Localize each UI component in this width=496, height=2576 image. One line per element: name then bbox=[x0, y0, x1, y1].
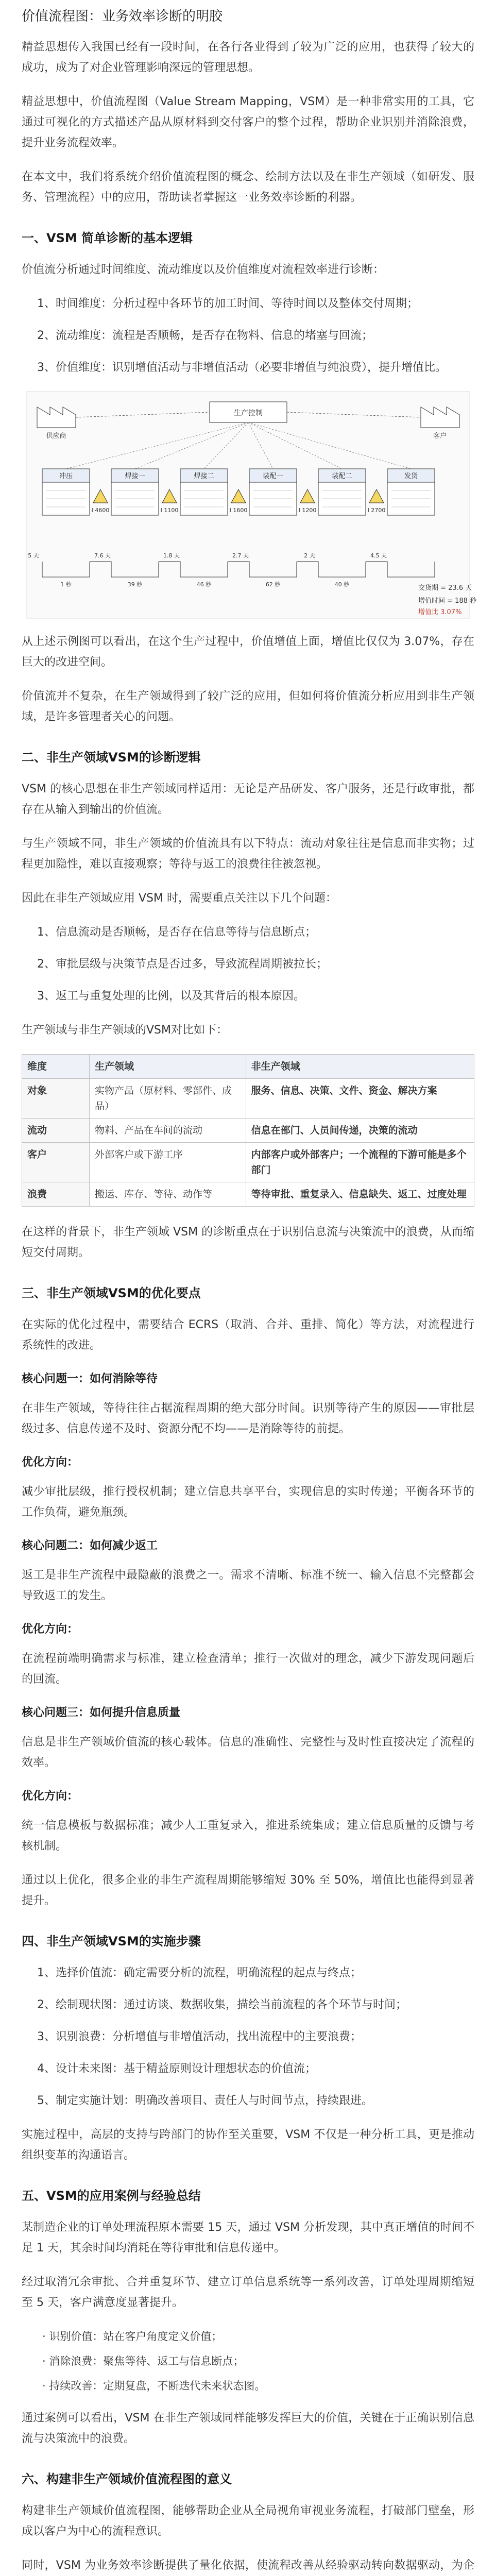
list-item: 1、选择价值流：确定需要分析的流程，明确流程的起点与终点； bbox=[37, 1967, 362, 1979]
process-label: 冲压 bbox=[59, 472, 73, 480]
optimization-title: 优化方向： bbox=[22, 1456, 79, 1469]
wait-time-label: 2.7 天 bbox=[232, 552, 249, 559]
table-header: 维度 bbox=[22, 1055, 90, 1079]
inventory-label: I 1100 bbox=[160, 507, 178, 514]
core-question-title: 核心问题二：如何减少返工 bbox=[22, 1539, 158, 1552]
article-title: 价值流程图：业务效率诊断的明胶 bbox=[22, 9, 223, 24]
body-paragraph: 构建非生产领域价值流程图，能够帮助企业从全局视角审视业务流程，打破部门壁垒，形成以客户为中心的流程意识。 bbox=[22, 2504, 474, 2538]
process-box-6 bbox=[387, 469, 435, 515]
supplier-label: 供应商 bbox=[45, 432, 66, 440]
list-item: 1、信息流动是否顺畅，是否存在信息等待与信息断点； bbox=[37, 926, 316, 939]
table-cell: 等待审批、重复录入、信息缺失、返工、过度处理 bbox=[246, 1182, 474, 1207]
list-item: 5、制定实施计划：明确改善项目、责任人与时间节点，持续跟进。 bbox=[37, 2094, 373, 2107]
list-item: 2、绘制现状图：通过访谈、数据收集，描绘当前流程的各个环节与时间； bbox=[37, 1998, 407, 2011]
list-item: 3、识别浪费：分析增值与非增值活动，找出流程中的主要浪费； bbox=[37, 2030, 362, 2043]
list-item: · 识别价值：站在客户角度定义价值； bbox=[42, 2330, 223, 2343]
table-cell: 信息在部门、人员间传递，决策的流动 bbox=[246, 1118, 474, 1143]
list-item: · 消除浪费：聚焦等待、返工与信息断点； bbox=[42, 2355, 244, 2367]
table-cell: 浪费 bbox=[22, 1182, 90, 1207]
core-question-title: 核心问题一：如何消除等待 bbox=[22, 1372, 158, 1385]
body-paragraph: 因此在非生产领域应用 VSM 时，需要重点关注以下几个问题： bbox=[22, 892, 337, 905]
principle-list bbox=[22, 2327, 474, 2396]
list-item: 3、返工与重复处理的比例，以及其背后的根本原因。 bbox=[37, 990, 305, 1003]
process-time-label: 46 秒 bbox=[196, 581, 211, 588]
table-cell: 搬运、库存、等待、动作等 bbox=[90, 1182, 246, 1207]
process-label: 发货 bbox=[404, 472, 418, 480]
process-label: 装配二 bbox=[331, 472, 352, 480]
section-heading-6: 六、构建非生产领域价值流程图的意义 bbox=[22, 2472, 232, 2486]
list-item: 1、时间维度：分析过程中各环节的加工时间、等待时间以及整体交付周期； bbox=[37, 297, 418, 310]
body-paragraph: 同时，VSM 为业务效率诊断提供了量化依据，使流程改善从经验驱动转向数据驱动，为企 bbox=[22, 2559, 474, 2572]
body-paragraph: 返工是非生产流程中最隐蔽的浪费之一。需求不清晰、标准不统一、输入信息不完整都会导致返工的发生。 bbox=[22, 1569, 474, 1602]
body-paragraph: 实施过程中，高层的支持与跨部门的协作至关重要，VSM 不仅是一种分析工具，更是推动组织变革的沟通语言。 bbox=[22, 2128, 474, 2162]
body-paragraph: 价值流并不复杂，在生产领域得到了较广泛的应用，但如何将价值流分析应用到非生产领域，是许多管理者关心的问题。 bbox=[22, 690, 474, 723]
steps-list bbox=[22, 1963, 474, 2111]
issue-list bbox=[22, 922, 474, 1007]
body-paragraph: 通过以上优化，很多企业的非生产流程周期能够缩短 30% 至 50%，增值比也能得到显著提升。 bbox=[22, 1874, 474, 1907]
core-question-title: 核心问题三：如何提升信息质量 bbox=[22, 1706, 181, 1719]
table-cell: 实物产品（原材料、零部件、成品） bbox=[90, 1079, 246, 1118]
process-label: 装配一 bbox=[262, 472, 283, 480]
wait-time-label: 7.6 天 bbox=[94, 552, 111, 559]
table-header-row bbox=[22, 1055, 474, 1079]
table-header: 生产领域 bbox=[90, 1055, 246, 1079]
section-heading-1: 一、VSM 简单诊断的基本逻辑 bbox=[22, 231, 193, 245]
section-heading-5: 五、VSM的应用案例与经验总结 bbox=[22, 2189, 201, 2203]
intro-paragraph: 精益思想中，价值流程图（Value Stream Mapping，VSM）是一种非常实用的工具，它通过可视化的方式描述产品从原材料到交付客户的整个过程，帮助企业识别并消除浪费，提升业务流程效率。 bbox=[22, 95, 474, 149]
list-item: 4、设计未来图：基于精益原则设计理想状态的价值流； bbox=[37, 2062, 316, 2075]
intro-paragraph: 精益思想传入我国已经有一段时间，在各行各业得到了较为广泛的应用，也获得了较大的成功，成为了对企业管理影响深远的管理思想。 bbox=[22, 41, 474, 74]
inventory-label: I 2700 bbox=[367, 507, 385, 514]
body-paragraph: 与生产领域不同，非生产领域的价值流具有以下特点：流动对象往往是信息而非实物；过程更加隐性，难以直接观察；等待与返工的浪费往往被忽视。 bbox=[22, 837, 474, 871]
table-row bbox=[22, 1182, 474, 1207]
table-row bbox=[22, 1118, 474, 1143]
process-time-label: 1 秒 bbox=[60, 581, 72, 588]
process-label: 焊接二 bbox=[193, 472, 214, 480]
production-control-box bbox=[210, 402, 287, 422]
inventory-label: I 1600 bbox=[229, 507, 247, 514]
wait-time-label: 4.5 天 bbox=[370, 552, 387, 559]
comparison-table bbox=[22, 1054, 474, 1207]
optimization-title: 优化方向： bbox=[22, 1790, 79, 1803]
table-cell: 流动 bbox=[22, 1118, 90, 1143]
process-time-label: 39 秒 bbox=[127, 581, 142, 588]
process-box-4 bbox=[249, 469, 297, 515]
customer-label: 客户 bbox=[433, 432, 447, 440]
table-row bbox=[22, 1143, 474, 1182]
process-box-3 bbox=[180, 469, 228, 515]
body-paragraph: 统一信息模板与数据标准；减少人工重复录入，推进系统集成；建立信息质量的反馈与考核机制。 bbox=[22, 1819, 474, 1853]
list-item: · 持续改善：定期复盘，不断迭代未来状态图。 bbox=[42, 2380, 266, 2392]
wait-time-label: 2 天 bbox=[303, 552, 315, 559]
table-cell: 内部客户或外部客户；一个流程的下游可能是多个部门 bbox=[246, 1143, 474, 1182]
wait-time-label: 5 天 bbox=[27, 552, 39, 559]
process-time-label: 62 秒 bbox=[265, 581, 280, 588]
body-paragraph: 经过取消冗余审批、合并重复环节、建立订单信息系统等一系列改善，订单处理周期缩短至 5 天，客户满意度显著提升。 bbox=[22, 2276, 474, 2309]
body-paragraph: 在非生产领域，等待往往占据流程周期的绝大部分时间。识别等待产生的原因——审批层级过多、信息传递不及时、资源分配不均——是消除等待的前提。 bbox=[22, 1402, 474, 1435]
process-label: 焊接一 bbox=[124, 472, 145, 480]
body-paragraph: 在这样的背景下，非生产领域 VSM 的诊断重点在于识别信息流与决策流中的浪费，从而缩短交付周期。 bbox=[22, 1226, 474, 1259]
production-control-label: 生产控制 bbox=[233, 409, 263, 417]
body-paragraph: 在流程前端明确需求与标准，建立检查清单；推行一次做对的理念，减少下游发现问题后的回流。 bbox=[22, 1652, 474, 1686]
dimension-list bbox=[22, 294, 474, 378]
table-cell: 外部客户或下游工序 bbox=[90, 1143, 246, 1182]
value-added-label: 增值时间 = 188 秒 bbox=[418, 597, 476, 605]
table-header: 非生产领域 bbox=[246, 1055, 474, 1079]
intro-paragraph: 在本文中，我们将系统介绍价值流程图的概念、绘制方法以及在非生产领域（如研发、服务、管理流程）中的应用，帮助读者掌握这一业务效率诊断的利器。 bbox=[22, 171, 474, 204]
section-heading-2: 二、非生产领域VSM的诊断逻辑 bbox=[22, 750, 201, 765]
body-paragraph: 在实际的优化过程中，需要结合 ECRS（取消、合并、重排、简化）等方法，对流程进行系统性的改进。 bbox=[22, 1318, 474, 1352]
list-item: 2、流动维度：流程是否顺畅，是否存在物料、信息的堵塞与回流； bbox=[37, 329, 373, 342]
body-paragraph: 通过案例可以看出，VSM 在非生产领域同样能够发挥巨大的价值，关键在于正确识别信息流与决策流中的浪费。 bbox=[22, 2412, 474, 2445]
vsm-diagram bbox=[27, 392, 476, 618]
body-paragraph: VSM 的核心思想在非生产领域同样适用：无论是产品研发、客户服务，还是行政审批，都存在从输入到输出的价值流。 bbox=[22, 783, 474, 816]
body-paragraph: 从上述示例图可以看出，在这个生产过程中，价值增值上面，增值比仅仅为 3.07%，存在巨大的改进空间。 bbox=[22, 635, 474, 669]
value-ratio-label: 增值比 3.07% bbox=[418, 608, 461, 616]
list-item: 3、价值维度：识别增值活动与非增值活动（必要非增值与纯浪费），提升增值比。 bbox=[37, 361, 447, 374]
table-cell: 物料、产品在车间的流动 bbox=[90, 1118, 246, 1143]
inventory-label: I 1200 bbox=[298, 507, 316, 514]
section-lead: 价值流分析通过时间维度、流动维度以及价值维度对流程效率进行诊断： bbox=[22, 263, 385, 276]
section-heading-3: 三、非生产领域VSM的优化要点 bbox=[22, 1286, 201, 1300]
table-cell: 客户 bbox=[22, 1143, 90, 1182]
table-cell: 服务、信息、决策、文件、资金、解决方案 bbox=[246, 1079, 474, 1118]
table-lead: 生产领域与非生产领域的VSM对比如下： bbox=[22, 1024, 228, 1037]
inventory-label: I 4600 bbox=[91, 507, 109, 514]
body-paragraph: 信息是非生产领域价值流的核心载体。信息的准确性、完整性与及时性直接决定了流程的效率。 bbox=[22, 1736, 474, 1769]
section-heading-4: 四、非生产领域VSM的实施步骤 bbox=[22, 1934, 201, 1948]
body-paragraph: 减少审批层级，推行授权机制；建立信息共享平台，实现信息的实时传递；平衡各环节的工作负荷，避免瓶颈。 bbox=[22, 1485, 474, 1519]
optimization-title: 优化方向： bbox=[22, 1623, 79, 1636]
table-cell: 对象 bbox=[22, 1079, 90, 1118]
process-time-label: 40 秒 bbox=[334, 581, 349, 588]
body-paragraph: 某制造企业的订单处理流程原本需要 15 天，通过 VSM 分析发现，其中真正增值的时间不足 1 天，其余时间均消耗在等待审批和信息传递中。 bbox=[22, 2221, 474, 2255]
process-box-5 bbox=[318, 469, 366, 515]
process-box-1 bbox=[42, 469, 90, 515]
lead-time-label: 交货期 = 23.6 天 bbox=[418, 584, 472, 592]
wait-time-label: 1.8 天 bbox=[163, 552, 180, 559]
process-box-2 bbox=[111, 469, 159, 515]
list-item: 2、审批层级与决策节点是否过多，导致流程周期被拉长； bbox=[37, 958, 328, 971]
table-row bbox=[22, 1079, 474, 1118]
